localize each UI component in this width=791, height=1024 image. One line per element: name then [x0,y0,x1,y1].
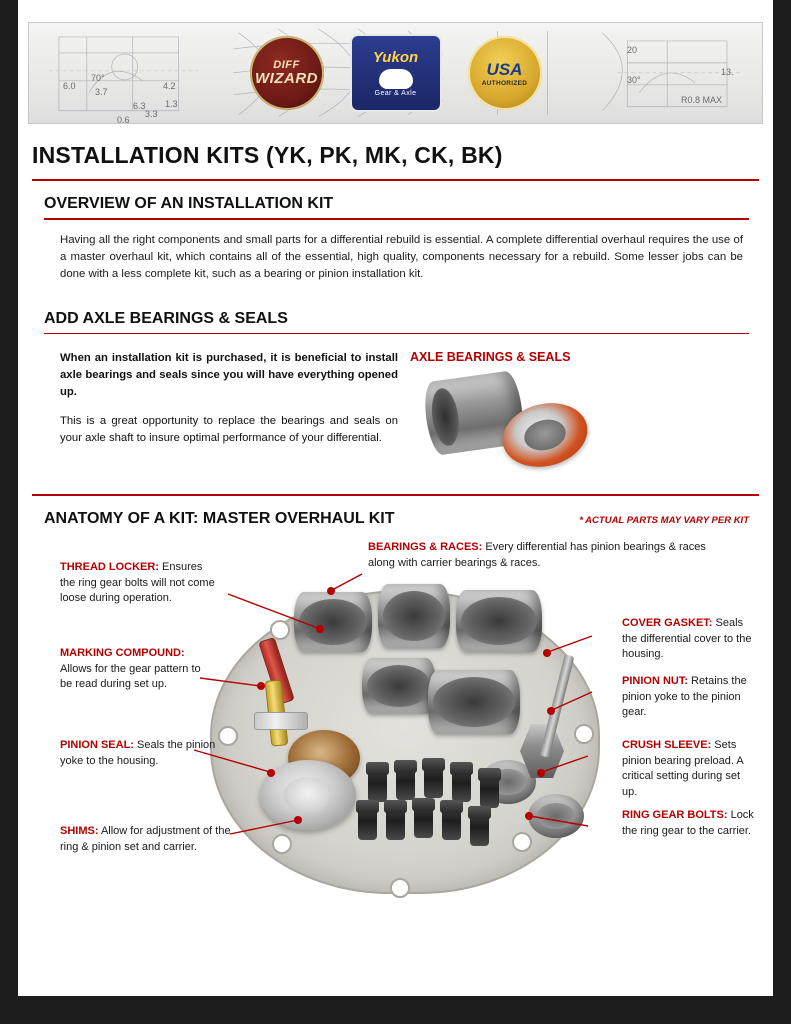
callout-shims-lead: SHIMS: [60,825,99,838]
callout-shims-text: Allow for adjustment of the ring & pinion set and carrier. [60,825,231,853]
callout-pinion-nut-lead: PINION NUT: [622,675,688,688]
gasket-bolt-hole [218,726,238,746]
callout-crush-sleeve-text: Sets pinion bearing preload. A critical setting during set up. [622,739,744,798]
callout-thread-locker [60,560,220,607]
gasket-bolt-hole [390,878,410,898]
usa-line2: AUTHORIZED [481,79,528,87]
blueprint-dim-5: 6.3 [133,101,146,111]
ring-gear-bolt-art [470,812,489,846]
bearing-race-art-2 [428,670,520,734]
yukon-line1: Yukon [372,49,419,66]
bearing-race-art [456,590,542,652]
blueprint-dim-2: 3.7 [95,87,108,97]
ring-gear-bolt-art [480,774,499,808]
diff-wizard-logo [250,36,324,110]
callout-cover-gasket-lead: COVER GASKET: [622,617,713,630]
title-divider [32,179,759,181]
axle-photo-column [398,350,773,480]
axle-heading: ADD AXLE BEARINGS & SEALS [44,309,288,327]
callout-ring-gear-bolts [622,808,762,839]
axle-text-column [18,350,398,480]
ring-gear-bolt-art [368,768,387,802]
left-frame-rail [0,0,18,1024]
ring-gear-bolt-art [424,764,443,798]
blueprint-dim-9: 13. [721,67,734,77]
blueprint-dim-6: 0.6 [117,115,130,124]
blueprint-dim-1: 70° [91,73,105,83]
anatomy-heading: ANATOMY OF A KIT: MASTER OVERHAUL KIT [44,510,395,528]
callout-ring-gear-bolts-lead: RING GEAR BOLTS: [622,809,728,822]
callout-bearings-races [368,540,720,571]
ring-gear-bolt-art [358,806,377,840]
anatomy-note: * ACTUAL PARTS MAY VARY PER KIT [579,515,749,527]
ring-gear-bolt-art [442,806,461,840]
anatomy-header-row [44,510,749,528]
ring-gear-bolt-art [452,768,471,802]
callout-bearings-races-text: Every differential has pinion bearings & races along with carrier bearings & races. [368,541,706,569]
callout-marking-compound-lead: MARKING COMPOUND: [60,647,185,660]
brand-logo-group [250,34,542,112]
blueprint-dim-4: 1.3 [165,99,178,109]
blueprint-dim-0: 6.0 [63,81,76,91]
callout-thread-locker-text: Ensures the ring gear bolts will not come loose during operation. [60,561,215,605]
callout-pinion-nut-text: Retains the pinion yoke to the pinion gear. [622,675,747,719]
gasket-bolt-hole [512,832,532,852]
callout-crush-sleeve-lead: CRUSH SLEEVE: [622,739,712,752]
blueprint-dim-3: 4.2 [163,81,176,91]
overview-paragraph: Having all the right components and small parts for a differential rebuild is essential. A complete differential overhaul requires the use of a master overhaul kit, which contains all of the essential, high quality, components necessary for a rebuild. Some lesser jobs can be done with a less complete kit, such as a bearing or pinion installation kit. [60,233,743,281]
axle-section-row [18,350,773,480]
axle-divider [44,333,749,335]
callout-marking-compound [60,646,210,693]
carrier-bearing-art [294,592,372,652]
overview-divider [44,218,749,220]
diff-wizard-line1: DIFF [273,58,300,71]
callout-pinion-nut [622,674,758,721]
pinion-seal-art [260,760,356,830]
callout-pinion-seal-lead: PINION SEAL: [60,739,134,752]
right-frame-rail [773,0,791,1024]
page-title: INSTALLATION KITS (YK, PK, MK, CK, BK) [32,142,503,168]
axle-photo-caption: AXLE BEARINGS & SEALS [410,350,571,365]
blueprint-dim-8: 20 [627,45,638,55]
callout-pinion-seal-text: Seals the pinion yoke to the housing. [60,739,216,767]
callout-thread-locker-lead: THREAD LOCKER: [60,561,159,574]
ring-gear-bolt-art [396,766,415,800]
ring-gear-bolt-art [414,804,433,838]
gasket-bolt-hole [574,724,594,744]
callout-crush-sleeve [622,738,758,800]
callout-cover-gasket-text: Seals the differential cover to the housing. [622,617,752,661]
header-blueprint-banner [28,22,763,124]
usa-line1: USA [486,59,523,79]
axle-bearings-seals-photo [406,370,773,480]
pinion-bearing-art [378,584,450,648]
anatomy-top-divider [32,494,759,496]
axle-paragraph: This is a great opportunity to replace the bearings and seals on your axle shaft to insure optimal performance of your differential. [60,414,398,444]
callout-shims [60,824,240,855]
blueprint-dim-10: 30° [627,75,641,85]
crush-sleeve-art-2 [528,794,584,838]
diff-wizard-line2: WIZARD [255,69,318,87]
yukon-line2: Gear & Axle [374,90,417,97]
blueprint-dim-7: 3.3 [145,109,158,119]
page-sheet [18,0,773,996]
usa-made-logo [468,36,542,110]
callout-pinion-seal [60,738,218,769]
bear-icon [379,69,413,89]
callout-ring-gear-bolts-text: Lock the ring gear to the carrier. [622,809,754,837]
master-overhaul-kit-diagram [32,534,759,924]
bottom-frame-band [0,996,791,1024]
carrier-bearing-art-2 [362,658,436,714]
gasket-bolt-hole [272,834,292,854]
shim-pack-art [254,712,308,730]
yukon-gear-axle-logo [350,34,442,112]
ring-gear-bolt-art [386,806,405,840]
blueprint-dim-11: R0.8 MAX [681,95,723,105]
overview-heading: OVERVIEW OF AN INSTALLATION KIT [44,195,334,212]
callout-marking-compound-text: Allows for the gear pattern to be read during set up. [60,662,201,691]
axle-paragraph-bold: When an installation kit is purchased, it is beneficial to install axle bearings and seals since you will have everything opened up. [60,352,398,399]
callout-cover-gasket [622,616,754,663]
callout-bearings-races-lead: BEARINGS & RACES: [368,541,483,554]
